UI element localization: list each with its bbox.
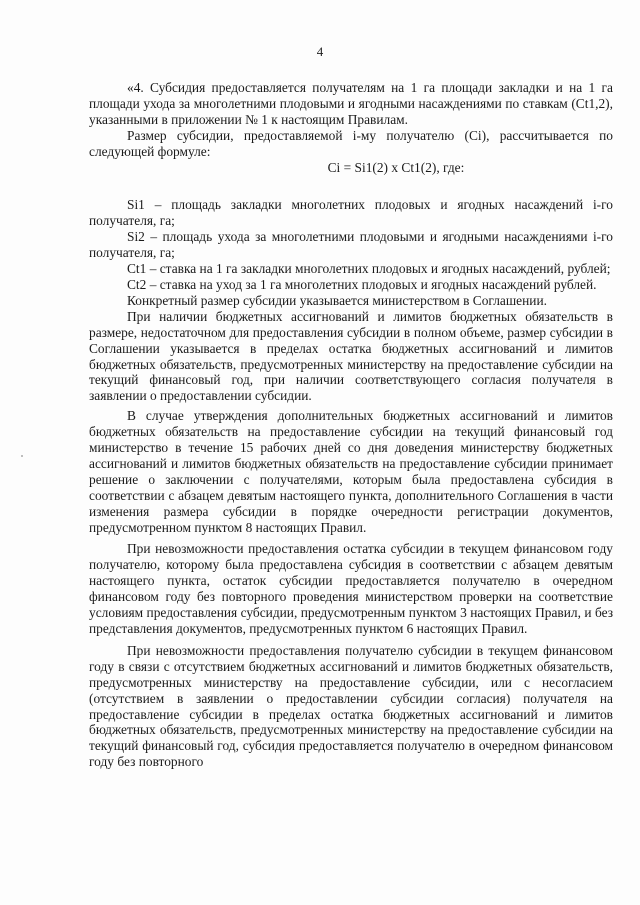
paragraph-additional-allocations: В случае утверждения дополнительных бюджетных ассигнований и лимитов бюджетных обязательств на предоставление субсидии на текущий финансовый год министерство в течение 15 рабочих дней со дня доведения министерству бюджетных ассигнований и лимитов бюджетных обязательств на предоставление субсидии принимает решение о заключении с получателями, которым была предоставлена субсидия в соответствии с абзацем девятым настоящего пункта, дополнительного Соглашения в части изменения размера субсидии в порядке очередности регистрации документов, предусмотренном пунктом 8 настоящих Правил. — [89, 408, 613, 535]
formula: Ci = Si1(2) x Ct1(2), где: — [327, 159, 465, 175]
document-body — [89, 80, 613, 770]
paragraph-agreement: Конкретный размер субсидии указывается министерством в Соглашении. — [127, 292, 547, 308]
definition-si2: Si2 – площадь ухода за многолетними плодовыми и ягодными насаждениями i-го получателя, га; — [89, 229, 613, 261]
definition-ct1: Ct1 – ставка на 1 га закладки многолетних плодовых и ягодных насаждений, рублей; — [127, 261, 611, 277]
paragraph-next-fiscal-year: При невозможности предоставления получателю субсидии в текущем финансовом году в связи с отсутствием бюджетных ассигнований и лимитов бюджетных обязательств, предусмотренных министерству на предоставление субсидии, или с несогласием (отсутствием в заявлении о предоставлении субсидии согласия) получателя на предоставление субсидии в пределах остатка бюджетных ассигнований и лимитов бюджетных обязательств, предусмотренных министерству на предоставление субсидии на текущий финансовый год, субсидия предоставляется получателю в очередном финансовом году без повторного — [89, 642, 613, 770]
page-number: 4 — [316, 44, 324, 59]
definition-ct2: Ct2 – ставка на уход за 1 га многолетних плодовых и ягодных насаждений рублей. — [127, 276, 597, 292]
paragraph-insufficient-funds: При наличии бюджетных ассигнований и лимитов бюджетных обязательств в размере, недостаточном для предоставления субсидии в полном объеме, размер субсидии в Соглашении указывается в пределах остатка бюджетных ассигнований и лимитов бюджетных обязательств, предусмотренных министерству на предоставление субсидии на текущий финансовый год, при наличии соответствующего согласия получателя в заявлении о предоставлении субсидии. — [89, 308, 613, 404]
paragraph-remaining-subsidy: При невозможности предоставления остатка субсидии в текущем финансовом году получателю, которому была предоставлена субсидия в соответствии с абзацем девятым настоящего пункта, остаток субсидии предоставляется получателю в очередном финансовом году без повторного проведения министерством проверки на соответствие условиям предоставления субсидии, предусмотренным пунктом 3 настоящих Правил, и без представления документов, предусмотренных пунктом 6 настоящих Правил. — [89, 541, 613, 636]
scan-dot — [21, 455, 23, 457]
definition-si1: Si1 – площадь закладки многолетних плодовых и ягодных насаждений i-го получателя, га; — [89, 197, 613, 229]
paragraph-subsidy-size: Размер субсидии, предоставляемой i-му получателю (Ci), рассчитывается по следующей формуле: — [89, 127, 613, 159]
paragraph-subsidy-rate: «4. Субсидия предоставляется получателям на 1 га площади закладки и на 1 га площади ухода за многолетними плодовыми и ягодными насаждениями по ставкам (Ct1,2), указанными в приложении № 1 к настоящим Правилам. — [89, 80, 613, 127]
